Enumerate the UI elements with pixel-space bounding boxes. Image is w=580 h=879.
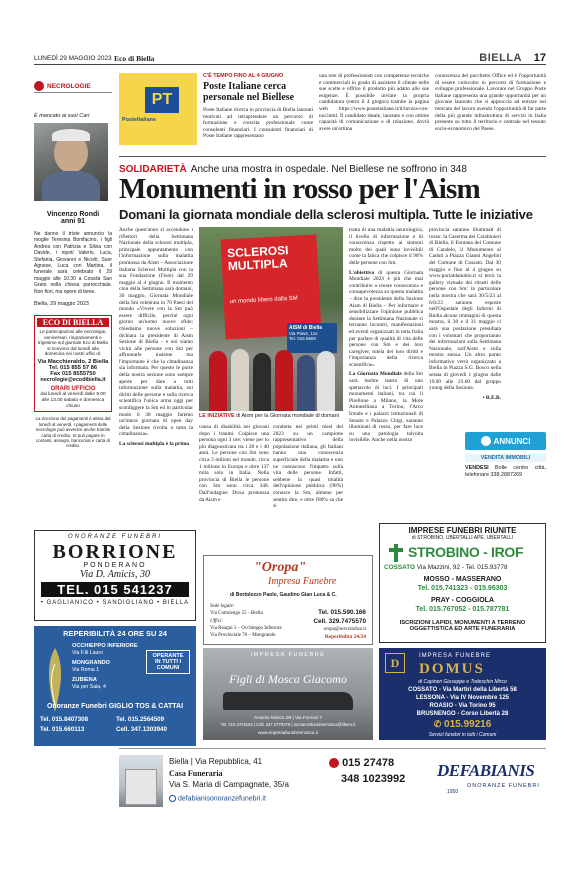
deceased-name: Vincenzo Rondi bbox=[46, 211, 100, 218]
eco-notice-hours: dal lunedì al venerdì dalle 9.00 alle 13.00 sabato e domenica chiuso bbox=[40, 392, 106, 409]
domus-logo: D bbox=[385, 653, 405, 673]
necrology-section-title: NECROLOGIE bbox=[47, 82, 91, 90]
oropa-uffici-1: Via Roagni 3 – Occhieppo Inferiore bbox=[210, 626, 282, 631]
ad-oropa bbox=[203, 555, 373, 645]
giglio-badge: OPERANTE IN TUTTI I COMUNI bbox=[146, 650, 190, 674]
strobino-name: STROBINO - IROF bbox=[408, 544, 524, 560]
oropa-title: "Oropa" bbox=[254, 560, 307, 575]
domus-footer: Servizi funebri in tutti i Comuni bbox=[428, 732, 497, 738]
borrione-top: ONORANZE FUNEBRI bbox=[67, 534, 162, 540]
mosca-tel: Tel. 015 2476162 | Cell. 347 2779279 | onoranzefunebremosca@libero.it bbox=[220, 722, 356, 727]
main-kicker: SOLIDARIETÀ bbox=[119, 164, 187, 175]
eco-notice-title: ECO DI BIELLA bbox=[37, 318, 109, 327]
fabianis-brand: DEFABIANIS bbox=[437, 761, 535, 780]
header-paper: Eco di Biella bbox=[114, 54, 155, 63]
giglio-addr-2: Via Roma 1 bbox=[72, 667, 100, 673]
header-page-number: 17 bbox=[533, 52, 546, 64]
borrione-towns: • GAGLIANICO • SANDIGLIANO • BIELLA bbox=[40, 600, 190, 606]
oropa-sede: Via Cottolengo 55 - Biella bbox=[210, 611, 263, 616]
strobino-cossato-addr: Via Mazzini, 92 - Tel. 015.93778 bbox=[416, 564, 508, 571]
main-col-1b: La sclerosi multipla è la prima bbox=[119, 441, 190, 447]
giglio-addr-3: Via per Sala, 4 bbox=[72, 684, 106, 690]
necrology-caption: È mancato ai suoi Cari bbox=[34, 113, 90, 119]
necrology-column bbox=[34, 80, 112, 879]
poste-title: Poste Italiane cerca personale nel Biellese bbox=[203, 81, 295, 103]
photo-caption-text: di Aism per la Giornata mondiale di domani bbox=[236, 413, 339, 419]
main-col-5-text: provincia saranno illuminati di rosso: la Caserma dei Carabinieri di Biella, il Fontana del Comune di Candelo, il Monumento ai Caduti a Piazza Gianni Angelini del Comune di Cossato. Dal 30 maggio e fino al 4 giugno su www.portaldanubio.it si terrà la gallery virtuale dei ritratti delle persone con Sm: in particolare nella mostra che sarà 30/5/23 al 6/6/23 saranno esposte nell'Ospedale degli Infermi di Biella alcune immagini di questa mostra, il 30 e il 31 maggio ci sarà una postazione presidiata con i volontari che proporranno dei informazioni sulla Settimana Nazionale, sull'Aism e sulla mostra stessa. Un altro punto informativo verrà organizzato a Biella in Piazza S.G. Bosco nella serata di giovedì 1 giugno dalle 19.00 alle 23.00 dal gruppo young della Sezione. bbox=[429, 227, 501, 392]
poste-article bbox=[119, 73, 546, 151]
photo-sign-tel: Tel. 015 8560 bbox=[289, 336, 317, 341]
main-headline: Monumenti in rosso per l'Aism bbox=[119, 173, 480, 205]
main-col-1 bbox=[119, 227, 193, 448]
domus-line-4: BRUSNENGO - Corso Libertà 28 bbox=[416, 711, 509, 717]
strobino-pray-tel: Tel. 015.767052 - 015.787781 bbox=[415, 606, 510, 613]
annunci-category: VENDITA IMMOBILI bbox=[465, 454, 546, 462]
fabianis-city: Biella bbox=[169, 757, 189, 766]
page-header bbox=[34, 53, 546, 65]
eco-notice-fax: Fax 015 8555750 bbox=[50, 371, 96, 378]
main-subhead: Domani la giornata mondiale della sclerosi multipla. Tutte le iniziative bbox=[119, 207, 533, 222]
ad-strobino bbox=[379, 523, 546, 643]
giglio-tel-1: Tel. 015.8407308 bbox=[40, 716, 89, 723]
main-photo bbox=[199, 227, 343, 411]
domus-tel-row bbox=[379, 719, 546, 730]
photo-sign-address: Via Piave, 11e bbox=[289, 331, 318, 336]
fabianis-tel-1-row bbox=[329, 757, 394, 769]
annunci-body-lead: VENDESI bbox=[465, 465, 489, 471]
cross-icon bbox=[388, 544, 404, 562]
photo-banner-text: un mondo libero dalla SM bbox=[229, 295, 298, 306]
domus-top: IMPRESA FUNEBRE bbox=[419, 653, 492, 659]
photo-sign-title: AISM di Biella bbox=[289, 325, 323, 331]
poste-logo-text: PosteItaliane bbox=[122, 117, 156, 123]
main-col-4-text: tratta di una malattia neurologica, il livello di informazione e di conoscenza rispetto ai sintomi molto dei quali sono invisibili come la fatica che colpisce il 90% delle persone con Sm. bbox=[349, 227, 423, 266]
main-col-5 bbox=[429, 227, 501, 401]
domus-owners: di Capineri Giuseppe e Todeschin Mirco bbox=[418, 679, 507, 685]
borrione-address: Via D. Amicis, 30 bbox=[80, 569, 150, 580]
fabianis-since: 1950 bbox=[447, 789, 459, 795]
main-byline: • R.E.B. bbox=[482, 394, 501, 401]
fabianis-web[interactable]: defabianisonoranzefunebri.it bbox=[177, 795, 266, 803]
candle-icon bbox=[34, 81, 44, 91]
strobino-title: IMPRESE FUNEBRI RIUNITE bbox=[408, 526, 517, 535]
borrione-town: PONDERANO bbox=[83, 562, 147, 569]
photo-people bbox=[205, 347, 337, 411]
mosca-name: Figli di Mosca Giacomo bbox=[229, 672, 347, 686]
poste-col-1: Poste Italiane ricerca in provincia di Biella laureati motivati ad intraprendere un percorso di formazione e crescita professionale come consulenti finanziari. I consulenti finanziari di Poste Italiane rappresentano bbox=[203, 107, 313, 140]
giglio-town-3: ZUBIENA bbox=[72, 677, 97, 683]
eco-notice-box bbox=[34, 315, 112, 412]
main-col-4c-lead: La Giornata Mondiale bbox=[349, 371, 402, 378]
mosca-hearse bbox=[223, 692, 353, 710]
annunci-entry bbox=[465, 465, 546, 478]
strobino-pray: PRAY - COGGIOLA bbox=[430, 597, 494, 604]
mosca-top: IMPRESA FUNEBRE bbox=[250, 652, 326, 658]
poste-logo-pt: PT bbox=[145, 87, 179, 113]
main-kicker-rest: Anche una mostra in ospedale. Nel Biellese ne soffrono in 348 bbox=[190, 164, 467, 175]
fabianis-address-row: Biella | Via Repubblica, 41 bbox=[169, 757, 263, 766]
phone-icon bbox=[329, 758, 339, 768]
phone-icon: ✆ bbox=[433, 719, 442, 729]
main-col-4 bbox=[349, 227, 423, 444]
header-date: LUNEDÌ 29 MAGGIO 2023 bbox=[34, 55, 112, 62]
giglio-town-1: OCCHIEPPO INFERIORE bbox=[72, 643, 138, 649]
deceased-age: anni 91 bbox=[60, 218, 86, 225]
strobino-footer: ISCRIZIONI LAPIDI, MONUMENTI A TERRENO OGGETTISTICA ED ARTE FUNERARIA bbox=[399, 620, 526, 632]
globe-icon bbox=[169, 795, 176, 802]
main-col-3a: condotta nei primi mesi del 2023 su un campione rappresentativo della popolazione italiana, gli Italiani hanno una conoscenza superficiale della malattia e non ne conoscono l'impatto sulla vita delle persone. Infatti, sebbene la quasi totalità dell'opinione pubblica (98%) conosce la Sm, almeno per sentito dire, e oltre l'80% sa che si bbox=[273, 424, 343, 510]
domus-line-1: COSSATO - Via Martiri della Libertà 58 bbox=[408, 687, 517, 693]
domus-name: DOMUS bbox=[419, 661, 485, 677]
eco-notice-footer: La ricezione dei pagamenti è attiva dal lunedì al venerdì. I pagamenti delle necrologie può avvenire anche tramite carta di credito. Si può pagare in contanti, assegni, bancomat e carta di credito. bbox=[35, 416, 111, 449]
oropa-sede-label: Sede legale: bbox=[210, 604, 235, 609]
fabianis-sub: ONORANZE FUNEBRI bbox=[467, 783, 540, 789]
oropa-availability: Reperibilità 24/24 bbox=[324, 634, 366, 640]
oropa-email[interactable]: oropa@serviziofun.it bbox=[323, 627, 366, 632]
necrology-body: Ne danno il triste annuncio la moglie Teresina Bonifacino, i figli Andrea con Patrizia e Silvia con Davide, i nipoti Valerio, Luca, Stefania, Giovanni e Nicolò, Suor Agnese, Luca con Martina, il funerale sarà celebrato il 29 maggio alle 10.30 a Cossila San Grato nella chiesa parrocchiale. Non fiori, ma opere di bene. bbox=[34, 231, 112, 295]
giglio-tel-3: Tel. 015.660113 bbox=[40, 726, 85, 733]
mosca-web[interactable]: www.impresafunebremosca.it bbox=[258, 730, 318, 735]
main-col-4c: della Sm sarà inoltre teatro di uno spettacolo di luci. I principali monumenti italiani, tra cui il Pirellone a Milano, la Mole Antonelliana a Torino, l'Arco Irreale e i palazzi istituzionali di Senato e Palazzo Chigi, saranno illuminati di rosso, per fare luce su una patologia talvolta invisibile. Anche nella nostra bbox=[349, 371, 423, 444]
eco-notice-address: Via Macchieraldo, 2 Biella bbox=[37, 359, 109, 366]
oropa-owners: di Bortolozzo Paolo, Gaudino Gian Luca & C. bbox=[230, 592, 337, 598]
photo-caption bbox=[199, 413, 343, 419]
main-col-1-text: Anche quest'anno si accendono i riflettori della Settimana Nazionale della sclerosi multipla, principale appuntamento con l'informazione sulla malattia promossa da Aism – Associazione Italiana Sclerosi Multipla con la sua Fondazione (Fism) dal 29 maggio al 4 giugno. Il momento clou della Settimana sarà domani, 30 maggio, Giornata Mondiale della Sm celebrata in 70 Paesi del mondo «Vivere con la Sm può essere difficile, perché ogni giorno un'uomo nuove sfide; chiediamo nuove soluzioni – dichiara la presidente di Aism Sezione di Biella – e noi siamo vicini alle persone con Sm per affrontarle insieme ma l'importante è che la cittadinanza sia informata. Per questo le porte della nostra sezione sono sempre aperte per dare a tutti informazione sulla malattia, sui diritti delle persone e sulla ricerca scientifica l'unica arma oggi per sconfiggere la Sm ed in particolar modo il 30 maggio faremo un'intera giornata di open day della Sezione rivolta a tutta la cittadinanza». bbox=[119, 227, 193, 438]
poste-col-2: una rete di professionisti con competenze tecniche e commerciali in grado di assistere il cliente nelle sue scelte e offrire il prodotto più adatto alle sue esigenze. È possibile inviare la propria candidatura (entro il 4 giugno) tramite la pagina web https://www.posteitaliane.it/it/lavora-con-noi.html. Il candidato ideale, laureato e con ottime capacità di comunicazione e di relazione, dovrà avere un'ottima bbox=[319, 73, 429, 132]
annunci-title: ANNUNCI bbox=[493, 436, 531, 446]
ad-mosca bbox=[203, 648, 373, 740]
header-section: BIELLA bbox=[479, 52, 522, 64]
giglio-addr-1: Via F.lli Lauro bbox=[72, 650, 104, 656]
giglio-tel-2: Tel. 015.2564509 bbox=[116, 716, 165, 723]
poste-kicker: C'È TEMPO FINO AL 4 GIUGNO bbox=[203, 73, 284, 79]
eco-notice-intro: Le partecipazioni alle necrologie, anniversari, ringraziamenti e trigesime sul giornale Eco di Biella si ricevono dal lunedì alla domenica nei nostri uffici di: bbox=[38, 329, 108, 357]
photo-banner-title: SCLEROSI MULTIPLA bbox=[226, 243, 289, 274]
necrology-place-date: Biella, 29 maggio 2023 bbox=[34, 301, 89, 308]
eco-notice-hours-title: ORARI UFFICIO bbox=[50, 386, 96, 393]
fabianis-address: Via Repubblica, 41 bbox=[195, 757, 263, 766]
necrology-section-header bbox=[34, 80, 112, 93]
main-col-4b: di questa Giornata Mondiale 2023 è più che mai contribuire a creare conoscenza e consapevolezza su questa malattia – dice la presidente della Sezione Aism di Biella – Per informare e sensibilizzare l'opinione pubblica durante la Settimana Nazionale si terranno incontri, manifestazioni ed eventi organizzati in tutta Italia per parlare di qualità di vita delle persone con Sm e dei loro caregiver, tutela dei loro diritti e l'importanza della ricerca scientifica». bbox=[349, 269, 423, 368]
oropa-subtitle: Impresa Funebre bbox=[268, 576, 337, 587]
ad-domus bbox=[379, 648, 546, 740]
main-col-4b-lead: L'obiettivo bbox=[349, 269, 375, 276]
borrione-tel: TEL. 015 541237 bbox=[41, 582, 189, 597]
fabianis-tel-1: 015 27478 bbox=[342, 757, 395, 769]
oropa-uffici-label: Uffici: bbox=[210, 619, 224, 624]
fabianis-building-photo bbox=[119, 755, 163, 807]
giglio-cell: Cell. 347.1303940 bbox=[116, 726, 167, 733]
fabianis-casa: Casa Funeraria bbox=[169, 769, 223, 778]
annunci-title-bar bbox=[465, 432, 546, 450]
ad-giglio bbox=[34, 626, 196, 746]
poste-col-3: conoscenza del pacchetto Office ed è l'opportunità di essere coinvolto in percorsi di formazione e sviluppo professionale. Lavorare nel Gruppo Poste Italiane rappresenta una grande opportunità per un giovane laureato che si approccia ad entrare nel mercato del lavoro avendo l'opportunità di far parte della più grande infrastruttura di servizi in Italia presente su tutto il territorio e centrale nel tessuto socio-economico del Paese. bbox=[435, 73, 546, 132]
strobino-cossato-row bbox=[384, 564, 541, 571]
main-col-2a: causa di disabilità nei giovani dopo i traumi. Colpisce una persona ogni 3 ore: viene per lo più diagnosticata tra i 20 e i 40 anni. Le persone con Sm sono circa 3 milioni nel mondo, circa 1 milione in Europa e oltre 137 mila solo in Italia. Nella provincia di Biella le persone con Sm sono circa 348. Dall'indagine Doxa promossa da Aism e bbox=[199, 424, 269, 503]
photo-caption-label: LE INIZIATIVE bbox=[199, 413, 235, 419]
eco-notice-email[interactable]: necrologie@ecodibiella.it bbox=[40, 377, 106, 384]
oropa-tel: Tel. 015.590.166 bbox=[318, 609, 366, 616]
strobino-cossato: COSSATO bbox=[384, 564, 416, 571]
giglio-name: Onoranze Funebri GIGLIO TOS & CATTAI bbox=[46, 703, 184, 710]
annunci-box bbox=[465, 432, 546, 512]
borrione-name: BORRIONE bbox=[52, 541, 178, 563]
oropa-uffici-2: Via Provinciale 76 – Mongrando bbox=[210, 633, 276, 638]
domus-line-2: LESSONA - Via IV Novembre 125 bbox=[415, 695, 510, 701]
oropa-cell: Cell. 329.7475570 bbox=[313, 618, 366, 625]
megaphone-icon bbox=[481, 436, 491, 446]
strobino-mosso-tel: Tel. 015.741323 - 015.96303 bbox=[417, 585, 508, 592]
domus-tel: 015.99216 bbox=[444, 719, 492, 730]
mosca-address: Antonio Mosca 2B | Via Fornaci 7 bbox=[253, 715, 322, 720]
deceased-photo bbox=[34, 123, 108, 201]
giglio-availability: REPERIBILITÀ 24 ORE SU 24 bbox=[63, 629, 167, 638]
domus-line-3: ROASIO - Via Torino 95 bbox=[429, 703, 496, 709]
giglio-town-2: MONGRANDO bbox=[72, 660, 110, 666]
poste-logo bbox=[119, 73, 197, 145]
ad-fabianis bbox=[119, 748, 546, 813]
eco-notice-tel: Tel. 015 855 57 86 bbox=[48, 365, 98, 372]
fabianis-tel-2: 348 1023992 bbox=[341, 773, 406, 785]
fabianis-casa-addr: Via S. Maria di Campagnate, 35/a bbox=[169, 780, 289, 789]
fabianis-web-row bbox=[169, 795, 266, 802]
strobino-mosso: MOSSO - MASSERANO bbox=[423, 576, 502, 583]
annunci-body: Bolle centro città, telefonare 338.2887269 bbox=[465, 465, 546, 478]
strobino-sub: di STROBINO, UBERTALLI APE, UBERTALLI bbox=[411, 535, 514, 541]
ad-borrione bbox=[34, 530, 196, 621]
